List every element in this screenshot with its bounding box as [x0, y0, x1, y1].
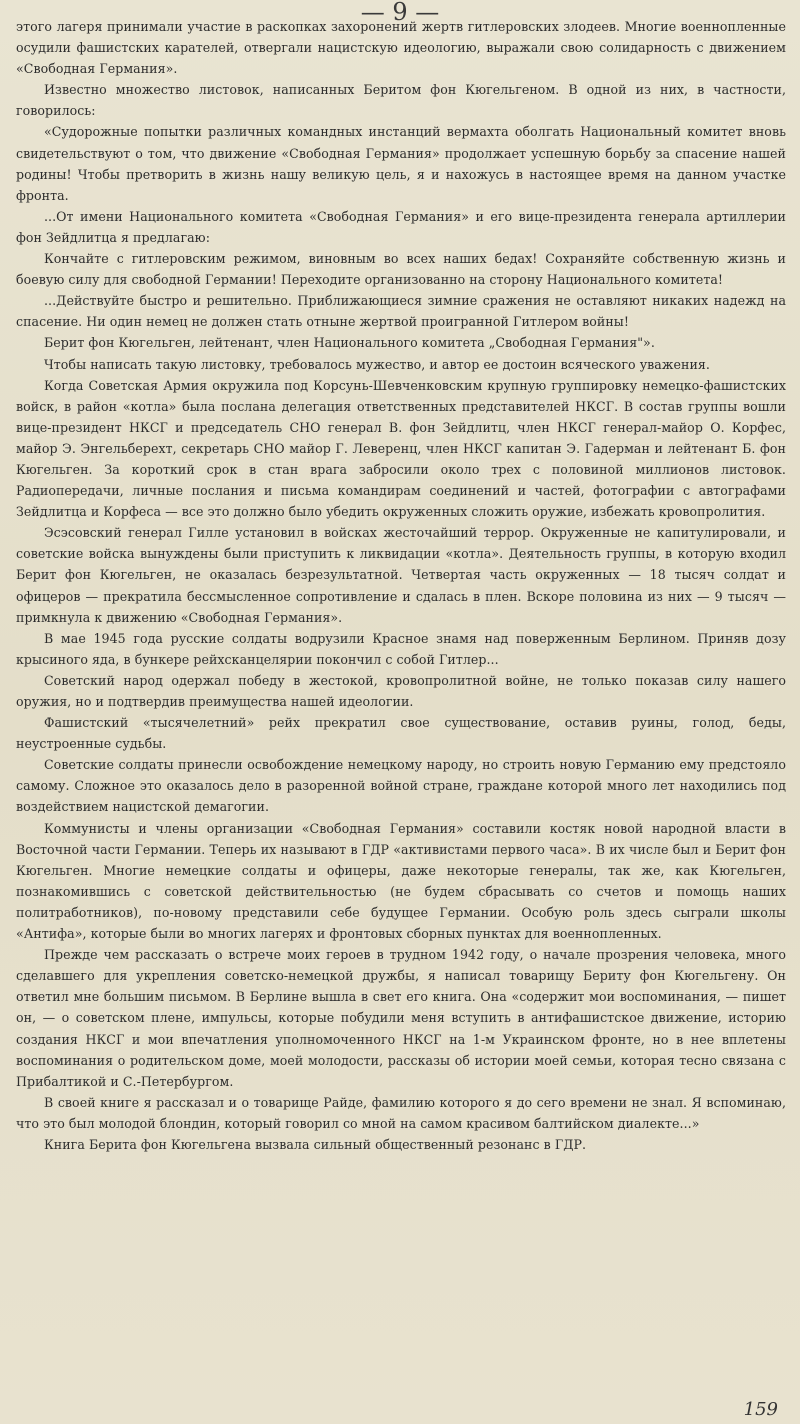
paragraph-11: В мае 1945 года русские солдаты водрузили Красное знамя над поверженным Берлином. Приняв дозу крысиного яда, в бункере рейхсканцелярии покончил с собой Гитлер... [16, 630, 786, 667]
paragraph-4: ...От имени Национального комитета «Свободная Германия» и его вице-президента генерала артиллерии фон Зейдлитца я предлагаю: [16, 208, 786, 245]
paragraph-17: В своей книге я рассказал и о товарище Райде, фамилию которого я до сего времени не знал. Я вспоминаю, что это был молодой блондин, который говорил со мной на самом красивом балтийском диалекте...» [16, 1094, 786, 1131]
paragraph-9: Когда Советская Армия окружила под Корсунь-Шевченковским крупную группировку немецко-фашистских войск, в район «котла» была послана делегация ответственных представителей НКСГ. В состав группы вошли вице-президент НКСГ и председатель СНО генерал В. фон Зейдлитц, член НКСГ генерал-майор О. Корфес, майор Э. Энгельберехт, секретарь СНО майор Г. Леверенц, член НКСГ капитан Э. Гадерман и лейтенант Б. фон Кюгельген. За короткий срок в стан врага забросили около трех с половиной миллионов листовок. Радиопередачи, личные послания и письма командирам соединений и частей, фотографии с автографами Зейдлитца и Корфеса — все это должно было убедить окруженных сложить оружие, избежать кровопролития. [16, 377, 786, 520]
page-header-marker: — 9 — [360, 0, 440, 26]
page-number: 159 [743, 1399, 778, 1420]
paragraph-7: Берит фон Кюгельген, лейтенант, член Национального комитета „Свободная Германия"». [44, 335, 655, 351]
paragraph-2: Известно множество листовок, написанных Беритом фон Кюгельгеном. В одной из них, в частности, говорилось: [16, 82, 786, 119]
paragraph-8: Чтобы написать такую листовку, требовалось мужество, и автор ее достоин всяческого уважения. [44, 356, 710, 372]
paragraph-6: ...Действуйте быстро и решительно. Приближающиеся зимние сражения не оставляют никаких надежд на спасение. Ни один немец не должен стать отныне жертвой проигранной Гитлером войны! [16, 293, 786, 330]
paragraph-12: Советский народ одержал победу в жестокой, кровопролитной войне, не только показав силу нашего оружия, но и подтвердив преимущества нашей идеологии. [16, 672, 786, 709]
paragraph-14: Советские солдаты принесли освобождение немецкому народу, но строить новую Германию ему предстояло самому. Сложное это оказалось дело в разоренной войной стране, граждане которой много лет находились под воздействием нацистской демагогии. [16, 757, 786, 815]
document-body [16, 16, 786, 1155]
paragraph-16: Прежде чем рассказать о встрече моих героев в трудном 1942 году, о начале прозрения человека, много сделавшего для укрепления советско-немецкой дружбы, я написал товарищу Бериту фон Кюгельгену. Он ответил мне большим письмом. В Берлине вышла в свет его книга. Она «содержит мои воспоминания, — пишет он, — о советском плене, импульсы, которые побудили меня вступить в антифашистское движение, историю создания НКСГ и мои впечатления уполномоченного НКСГ на 1-м Украинском фронте, но в нее вплетены воспоминания о родительском доме, моей молодости, рассказы об истории моей семьи, которая тесно связана с Прибалтикой и С.-Петербургом. [16, 947, 786, 1089]
paragraph-15: Коммунисты и члены организации «Свободная Германия» составили костяк новой народной власти в Восточной части Германии. Теперь их называют в ГДР «активистами первого часа». В их числе был и Берит фон Кюгельген. Многие немецкие солдаты и офицеры, даже некоторые генералы, так же, как Кюгельген, познакомившись с советской действительностью (не будем сбрасывать со счетов и помощь наших политработников), по-новому представили себе будущее Германии. Особую роль здесь сыграли школы «Антифа», которые были во многих лагерях и фронтовых сборных пунктах для военнопленных. [16, 820, 786, 942]
paragraph-5: Кончайте с гитлеровским режимом, виновным во всех наших бедах! Сохраняйте собственную жизнь и боевую силу для свободной Германии! Переходите организованно на сторону Национального комитета! [16, 251, 786, 288]
paragraph-18: Книга Берита фон Кюгельгена вызвала сильный общественный резонанс в ГДР. [44, 1136, 587, 1152]
paragraph-13: Фашистский «тысячелетний» рейх прекратил свое существование, оставив руины, голод, беды, неустроенные судьбы. [16, 715, 786, 752]
paragraph-1: этого лагеря принимали участие в раскопках захоронений жертв гитлеровских злодеев. Многие военнопленные осудили фашистских карателей, отвергали нацистскую идеологию, выражали свою солидарность с движением «Свободная Германия». [16, 19, 786, 77]
paragraph-3: «Судорожные попытки различных командных инстанций вермахта оболгать Национальный комитет вновь свидетельствуют о том, что движение «Свободная Германия» продолжает успешную борьбу за спасение нашей родины! Чтобы претворить в жизнь нашу великую цель, я и нахожусь в настоящее время на данном участке фронта. [16, 124, 786, 203]
paragraph-10: Эсэсовский генерал Гилле установил в войсках жесточайший террор. Окруженные не капитулировали, и советские войска вынуждены были приступить к ликвидации «котла». Деятельность группы, в которую входил Берит фон Кюгельген, не оказалась безрезультатной. Четвертая часть окруженных — 18 тысяч солдат и офицеров — прекратила бессмысленное сопротивление и сдалась в плен. Вскоре половина из них — 9 тысяч — примкнула к движению «Свободная Германия». [16, 525, 786, 625]
